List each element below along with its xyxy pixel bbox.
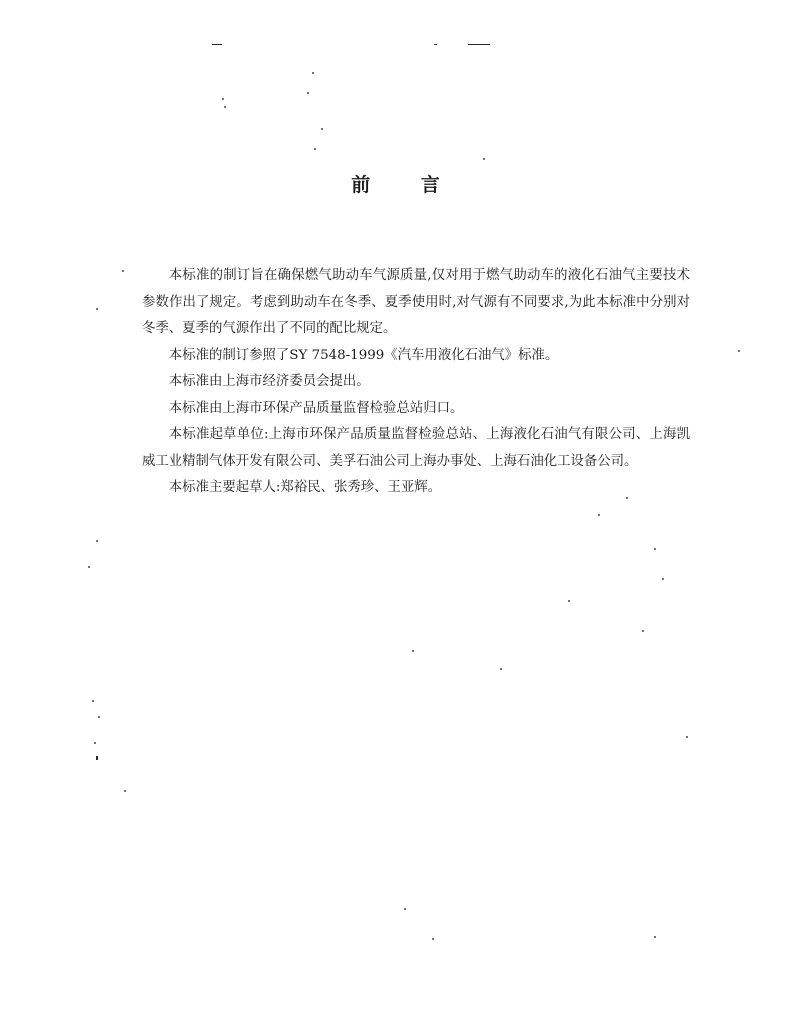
- page-title: 前 言: [351, 174, 462, 196]
- scan-artifact-dot: [500, 668, 502, 670]
- scan-artifact-dot: [122, 270, 124, 272]
- scan-artifact-dot: [412, 650, 414, 652]
- scan-artifact-dot: [222, 98, 224, 100]
- paragraph-reference: 本标准的制订参照了SY 7548-1999《汽车用液化石油气》标准。: [168, 347, 559, 363]
- scan-artifact-dot: [404, 908, 406, 910]
- scan-artifact-dot: [307, 92, 309, 94]
- foreword-body: [142, 263, 690, 502]
- scan-artifact-dot: [224, 106, 226, 108]
- scan-artifact-dot: [96, 540, 98, 542]
- scan-artifact-dot: [654, 936, 656, 938]
- paragraph-proposer: 本标准由上海市经济委员会提出。: [168, 374, 370, 389]
- scan-artifact-dot: [312, 72, 314, 74]
- scan-artifact-dot: [598, 514, 600, 516]
- scan-artifact-line: [96, 756, 98, 760]
- scan-artifact-dot: [321, 128, 323, 130]
- scan-artifact-line: [212, 44, 222, 45]
- scan-artifact-dot: [642, 630, 644, 632]
- scan-artifact-line: [434, 44, 437, 45]
- scan-artifact-dot: [124, 790, 126, 792]
- scan-artifact-dot: [98, 716, 100, 718]
- scan-artifact-dot: [314, 148, 316, 150]
- scan-artifact-dot: [94, 742, 96, 744]
- scan-artifact-dot: [568, 600, 570, 602]
- scan-artifact-dot: [738, 350, 740, 352]
- paragraph-drafting-units: 本标准起草单位:上海市环保产品质量监督检验总站、上海液化石油气有限公司、上海凯威工业精制气体开发有限公司、美孚石油公司上海办事处、上海石油化工设备公司。: [142, 427, 690, 469]
- paragraph-purpose: 本标准的制订旨在确保燃气助动车气源质量,仅对用于燃气助动车的液化石油气主要技术参数作出了规定。考虑到助动车在冬季、夏季使用时,对气源有不同要求,为此本标准中分别对冬季、夏季的气源作出了不同的配比规定。: [142, 268, 690, 336]
- scan-artifact-dot: [96, 308, 98, 310]
- scan-artifact-dot: [662, 578, 664, 580]
- scan-artifact-dot: [432, 938, 434, 940]
- scan-artifact-line: [468, 44, 490, 45]
- scan-artifact-dot: [686, 736, 688, 738]
- scan-artifact-dot: [654, 548, 656, 550]
- scan-artifact-dot: [88, 566, 90, 568]
- paragraph-drafters: 本标准主要起草人:郑裕民、张秀珍、王亚辉。: [168, 480, 442, 495]
- paragraph-administrator: 本标准由上海市环保产品质量监督检验总站归口。: [168, 400, 464, 416]
- scan-artifact-dot: [483, 158, 485, 160]
- scan-artifact-dot: [92, 700, 94, 702]
